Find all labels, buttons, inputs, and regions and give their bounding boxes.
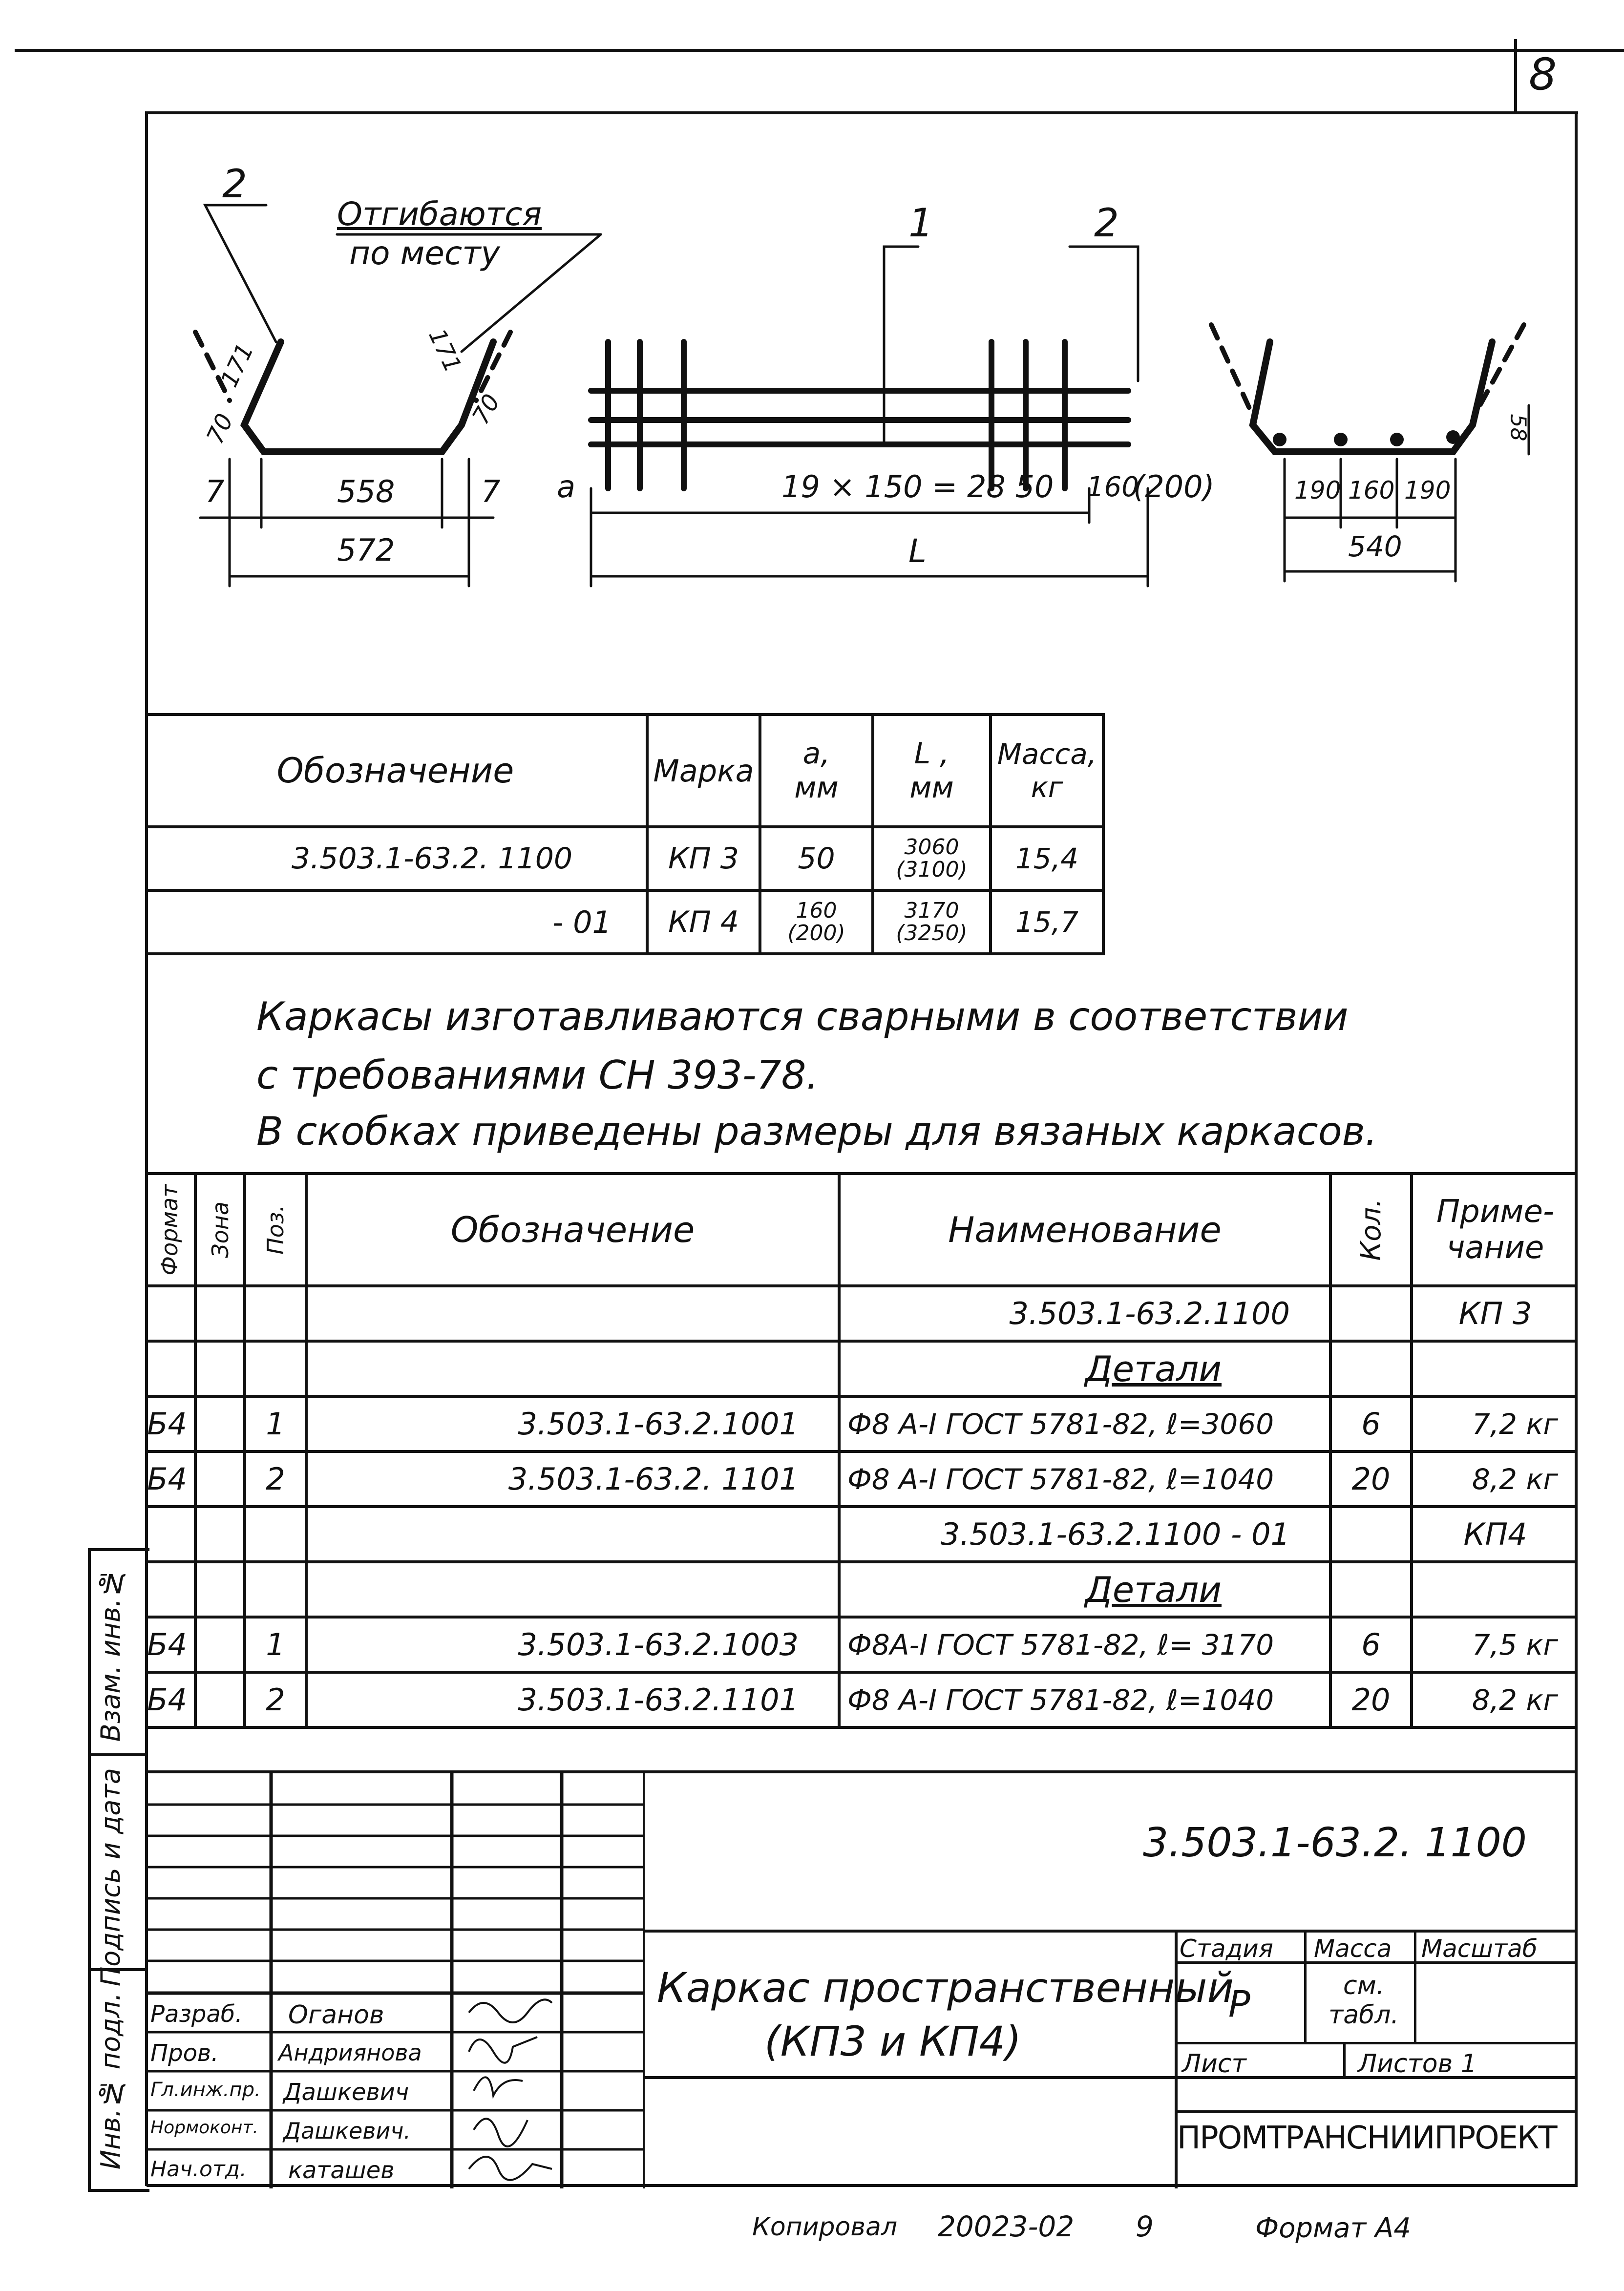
footer-format: Формат А4	[1255, 2212, 1411, 2244]
st-format	[145, 1507, 195, 1562]
role-1: Пров.	[150, 2039, 219, 2067]
st-section-title: Детали	[839, 1341, 1330, 1396]
vt-cell-mass: 15,7	[991, 890, 1103, 954]
title-block	[147, 1770, 1578, 2188]
st-name: Ф8 А-I ГОСТ 5781-82, ℓ=1040	[839, 1672, 1330, 1727]
v1-note-2: по месту	[349, 234, 500, 272]
spec-row	[145, 1341, 1578, 1396]
note-line-1: Каркасы изготавливаются сварными в соответствии	[256, 994, 1349, 1039]
footer-order: 20023-02	[938, 2210, 1075, 2243]
role-3: Нормоконт.	[150, 2118, 258, 2138]
v1-dim-70-l: 70	[201, 409, 239, 448]
st-format	[145, 1286, 195, 1341]
doc-title-1: Каркас пространственный	[657, 1964, 1234, 2012]
spec-row	[145, 1286, 1578, 1341]
v1-dim-558: 558	[337, 474, 395, 509]
st-qty: 20	[1330, 1672, 1412, 1727]
st-zone	[195, 1341, 245, 1396]
mass-label: Масса	[1314, 1934, 1392, 1963]
v1-dim-7-r: 7	[481, 474, 501, 509]
st-qty	[1330, 1507, 1412, 1562]
name-3: Дашкевич.	[283, 2118, 411, 2144]
v2-pos2: 2	[1094, 200, 1119, 246]
st-pos	[245, 1341, 306, 1396]
st-pos	[245, 1286, 306, 1341]
role-2: Гл.инж.пр.	[150, 2079, 261, 2101]
vt-row	[145, 827, 1103, 890]
role-0: Разраб.	[150, 2000, 243, 2028]
spec-header	[145, 1174, 1578, 1286]
vt-cell-a: 160 (200)	[760, 890, 873, 954]
st-format	[145, 1341, 195, 1396]
st-h-note: Приме- чание	[1412, 1174, 1578, 1286]
st-qty	[1330, 1562, 1412, 1617]
st-note: 8,2 кг	[1412, 1672, 1578, 1727]
v1-dim-171-l: 171	[215, 339, 259, 392]
st-name: 3.503.1-63.2.1100 - 01	[839, 1507, 1330, 1562]
st-format	[145, 1562, 195, 1617]
vt-cell-designation: 3.503.1-63.2. 1100	[145, 827, 647, 890]
st-name: Ф8А-I ГОСТ 5781-82, ℓ= 3170	[839, 1617, 1330, 1672]
st-designation	[306, 1286, 839, 1341]
name-4: каташев	[288, 2157, 395, 2184]
st-name: 3.503.1-63.2.1100	[839, 1286, 1330, 1341]
st-designation: 3.503.1-63.2.1003	[306, 1617, 839, 1672]
st-note	[1412, 1562, 1578, 1617]
st-zone	[195, 1617, 245, 1672]
v3-dim-540: 540	[1348, 530, 1402, 563]
side-sign-date: Подпись и дата	[95, 1768, 126, 1987]
st-designation: 3.503.1-63.2.1001	[306, 1396, 839, 1451]
st-h-format: Формат	[145, 1174, 195, 1286]
st-zone	[195, 1451, 245, 1507]
st-zone	[195, 1672, 245, 1727]
side-inv-orig: Инв.№ подл.	[95, 1993, 126, 2170]
st-pos: 2	[245, 1672, 306, 1727]
st-format: Б4	[145, 1672, 195, 1727]
st-qty: 6	[1330, 1396, 1412, 1451]
v2-dim-L: L	[908, 532, 927, 570]
v1-dim-7-l: 7	[205, 474, 225, 509]
st-zone	[195, 1286, 245, 1341]
footer-num: 9	[1136, 2210, 1154, 2243]
spec-table	[145, 1172, 1578, 1729]
st-zone	[195, 1396, 245, 1451]
st-designation: 3.503.1-63.2.1101	[306, 1672, 839, 1727]
spec-row	[145, 1562, 1578, 1617]
st-format: Б4	[145, 1617, 195, 1672]
st-pos: 2	[245, 1451, 306, 1507]
doc-title-2: (КП3 и КП4)	[764, 2018, 1022, 2065]
st-h-pos: Поз.	[245, 1174, 306, 1286]
st-note: 7,5 кг	[1412, 1617, 1578, 1672]
vt-cell-L: 3170 (3250)	[873, 890, 991, 954]
spec-row	[145, 1617, 1578, 1672]
stage-value: Р	[1228, 1983, 1250, 2025]
role-4: Нач.отд.	[150, 2157, 247, 2182]
v2-pos1: 1	[908, 200, 933, 246]
mass-value-1: см.	[1343, 1971, 1385, 2000]
vt-cell-a: 50	[760, 827, 873, 890]
st-h-designation: Обозначение	[306, 1174, 839, 1286]
st-designation	[306, 1507, 839, 1562]
st-designation	[306, 1562, 839, 1617]
v3-dim-160: 160	[1348, 476, 1395, 504]
name-0: Оганов	[288, 2000, 384, 2030]
vt-row	[145, 890, 1103, 954]
st-designation: 3.503.1-63.2. 1101	[306, 1451, 839, 1507]
st-name: Ф8 А-I ГОСТ 5781-82, ℓ=3060	[839, 1396, 1330, 1451]
scale-label: Масштаб	[1421, 1934, 1538, 1963]
page-number: 8	[1529, 49, 1557, 100]
footer-copied: Копировал	[752, 2212, 898, 2242]
spec-row	[145, 1672, 1578, 1727]
vt-cell-mark: КП 4	[647, 890, 760, 954]
v2-dim-200: (200)	[1133, 469, 1215, 504]
v1-note-1: Отгибаются	[337, 195, 542, 233]
vt-h-a: a, мм	[760, 715, 873, 827]
vt-cell-mass: 15,4	[991, 827, 1103, 890]
spec-row	[145, 1507, 1578, 1562]
v1-dim-70-r: 70	[467, 389, 506, 429]
st-h-qty: Кол.	[1330, 1174, 1412, 1286]
st-note: 7,2 кг	[1412, 1396, 1578, 1451]
stage-label: Стадия	[1180, 1934, 1273, 1963]
doc-code: 3.503.1-63.2. 1100	[1143, 1820, 1527, 1866]
st-name: Ф8 А-I ГОСТ 5781-82, ℓ=1040	[839, 1451, 1330, 1507]
v1-dim-171-r: 171	[423, 324, 467, 377]
side-inv-ref: Взам. инв.№	[95, 1568, 126, 1742]
v3-dim-190a: 190	[1294, 476, 1341, 504]
variant-table	[145, 713, 1105, 955]
name-2: Дашкевич	[283, 2079, 409, 2106]
st-pos: 1	[245, 1396, 306, 1451]
st-format: Б4	[145, 1396, 195, 1451]
spec-row	[145, 1396, 1578, 1451]
st-zone	[195, 1507, 245, 1562]
organization: ПРОМТРАНСНИИПРОЕКТ	[1177, 2120, 1557, 2156]
st-pos	[245, 1507, 306, 1562]
name-1: Андриянова	[278, 2039, 422, 2066]
mass-value-2: табл.	[1329, 2000, 1399, 2030]
st-format: Б4	[145, 1451, 195, 1507]
sheets-label: Листов 1	[1358, 2049, 1477, 2079]
v1-dim-572: 572	[337, 532, 395, 568]
note-line-2: с требованиями СН 393-78.	[256, 1052, 819, 1098]
note-line-3: В скобках приведены размеры для вязаных каркасов.	[256, 1109, 1378, 1154]
v2-dim-a: a	[557, 469, 575, 504]
st-pos: 1	[245, 1617, 306, 1672]
v3-dim-58: 58	[1505, 414, 1531, 441]
vt-cell-L: 3060 (3100)	[873, 827, 991, 890]
st-section-title: Детали	[839, 1562, 1330, 1617]
v1-pos-label: 2	[222, 161, 247, 207]
st-note: КП4	[1412, 1507, 1578, 1562]
vt-h-mass: Масса, кг	[991, 715, 1103, 827]
spec-row	[145, 1451, 1578, 1507]
v2-dim-span: 19 × 150 = 28 50	[781, 469, 1054, 504]
st-qty	[1330, 1286, 1412, 1341]
st-note	[1412, 1341, 1578, 1396]
st-h-name: Наименование	[839, 1174, 1330, 1286]
vt-cell-mark: КП 3	[647, 827, 760, 890]
st-qty: 20	[1330, 1451, 1412, 1507]
sheet-label: Лист	[1182, 2049, 1246, 2079]
vt-h-designation: Обозначение	[145, 715, 647, 827]
v3-dim-190b: 190	[1404, 476, 1451, 504]
st-qty	[1330, 1341, 1412, 1396]
st-zone	[195, 1562, 245, 1617]
vt-cell-designation: - 01	[145, 890, 647, 954]
vt-h-L: L , мм	[873, 715, 991, 827]
st-note: 8,2 кг	[1412, 1451, 1578, 1507]
st-pos	[245, 1562, 306, 1617]
vt-h-mark: Марка	[647, 715, 760, 827]
st-qty: 6	[1330, 1617, 1412, 1672]
st-h-zone: Зона	[195, 1174, 245, 1286]
v2-dim-160: 160	[1087, 471, 1139, 503]
st-note: КП 3	[1412, 1286, 1578, 1341]
st-designation	[306, 1341, 839, 1396]
